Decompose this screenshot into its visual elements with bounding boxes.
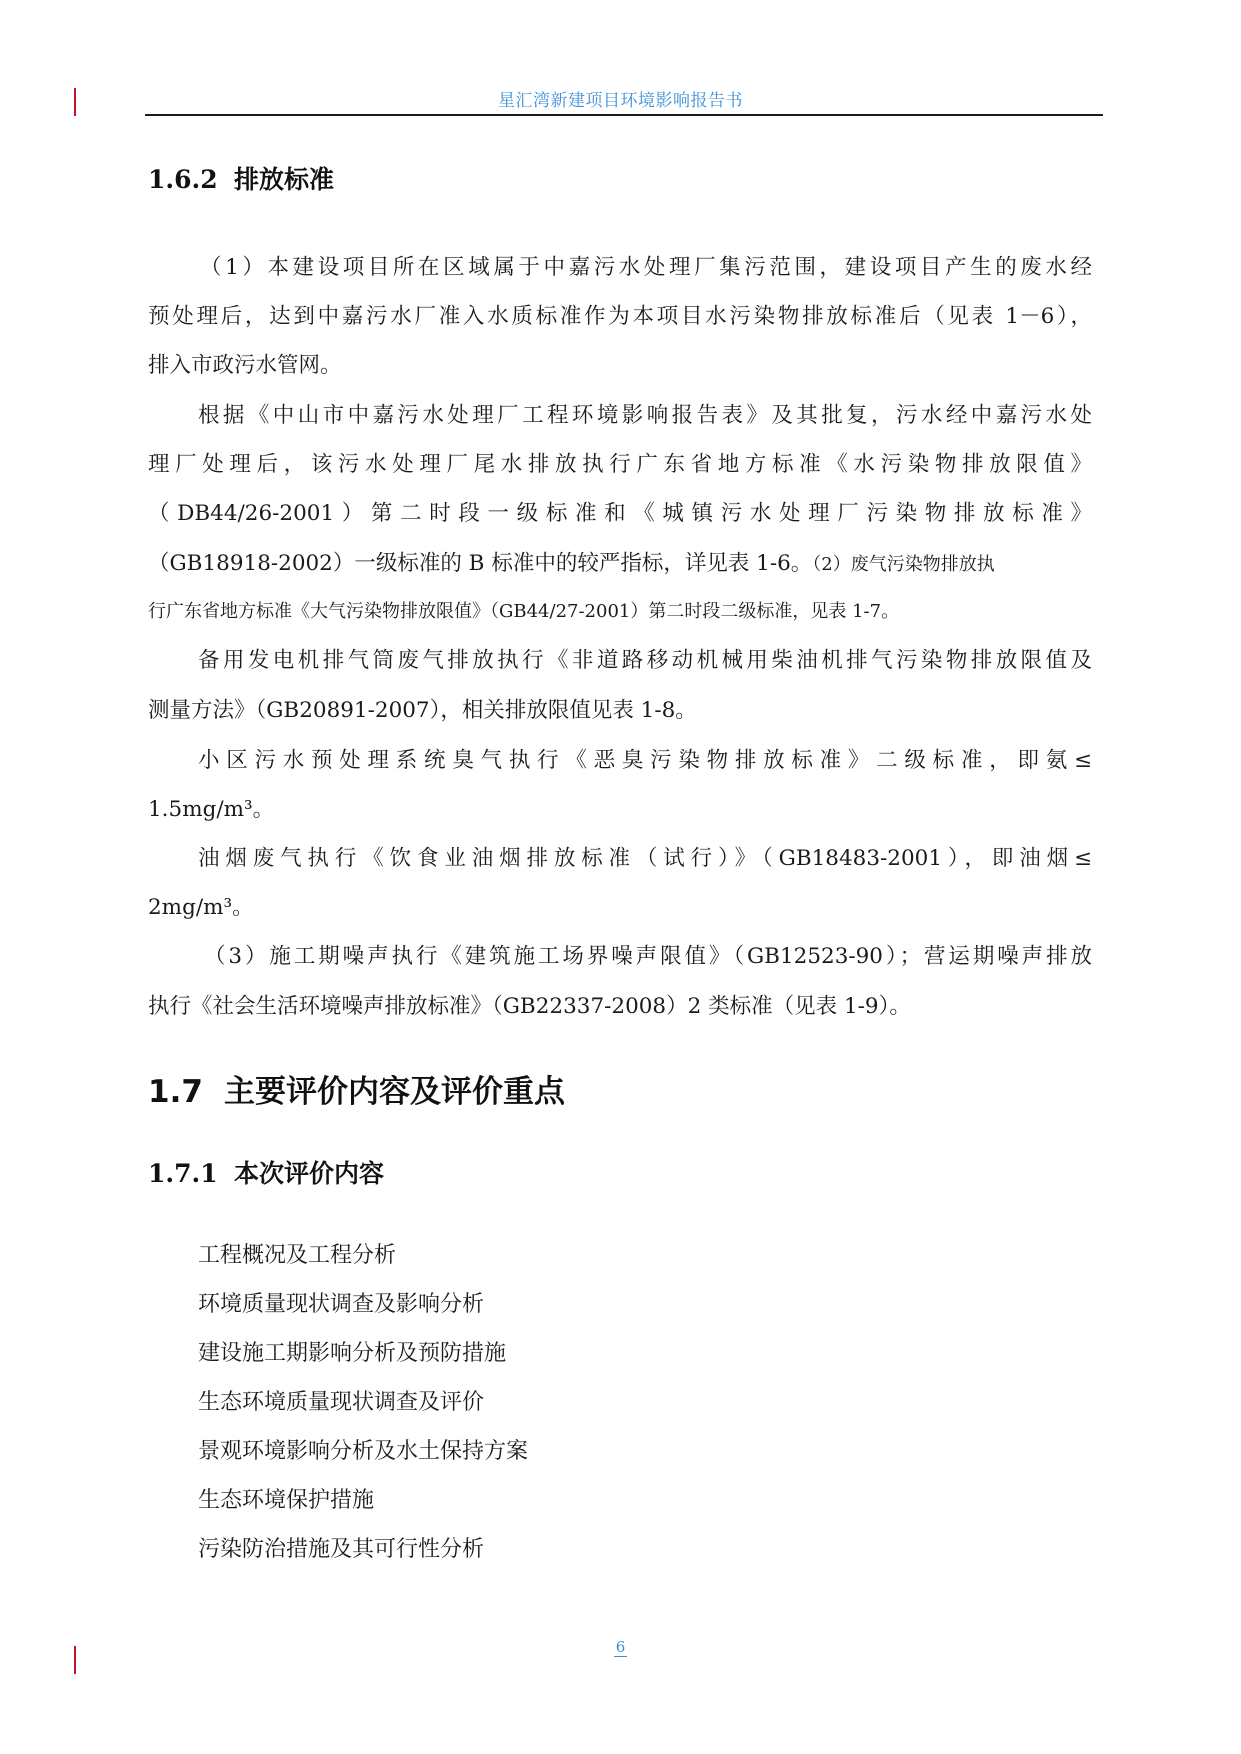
text-line: 根据《中山市中嘉污水处理厂工程环境影响报告表》及其批复，污水经中嘉污水处 bbox=[198, 403, 1092, 428]
text-line: 行广东省地方标准《大气污染物排放限值》（GB44/27-2001）第二时段二级标准，见表 1-7。 bbox=[148, 601, 900, 622]
section-heading-1-6-2 bbox=[148, 160, 334, 196]
header-rule bbox=[145, 114, 1103, 116]
list-item: 生态环境质量现状调查及评价 bbox=[198, 1390, 485, 1415]
section-heading-1-7 bbox=[148, 1066, 565, 1111]
section-number: 1.7.1 bbox=[148, 1159, 218, 1188]
list-item: 污染防治措施及其可行性分析 bbox=[198, 1537, 485, 1562]
text-line: 执行《社会生活环境噪声排放标准》（GB22337-2008）2 类标准（见表 1-9）。 bbox=[148, 994, 911, 1019]
section-title: 本次评价内容 bbox=[234, 1159, 385, 1188]
text-line: 排入市政污水管网。 bbox=[148, 353, 342, 378]
text-segment: （GB18918-2002）一级标准的 B 标准中的较严指标，详见表 1-6。 bbox=[148, 551, 813, 576]
section-heading-1-7-1 bbox=[148, 1154, 384, 1190]
text-line: 理厂处理后，该污水处理厂尾水排放执行广东省地方标准《水污染物排放限值》 bbox=[148, 452, 1092, 477]
list-item: 建设施工期影响分析及预防措施 bbox=[198, 1341, 507, 1366]
page-number bbox=[0, 1638, 1241, 1656]
section-number: 1.7 bbox=[148, 1074, 203, 1110]
text-line: 预处理后，达到中嘉污水厂准入水质标准作为本项目水污染物排放标准后（见表 1－6）， bbox=[148, 304, 1092, 329]
section-title: 排放标准 bbox=[234, 165, 335, 194]
text-line: 备用发电机排气筒废气排放执行《非道路移动机械用柴油机排气污染物排放限值及 bbox=[198, 648, 1092, 673]
list-item: 景观环境影响分析及水土保持方案 bbox=[198, 1439, 529, 1464]
text-line: （DB44/26-2001）第二时段一级标准和《城镇污水处理厂污染物排放标准》 bbox=[148, 501, 1092, 526]
page-number-value: 6 bbox=[615, 1638, 626, 1656]
text-line: （3）施工期噪声执行《建筑施工场界噪声限值》（GB12523-90）；营运期噪声排放 bbox=[204, 944, 1092, 969]
list-item: 生态环境保护措施 bbox=[198, 1488, 375, 1513]
list-item: 环境质量现状调查及影响分析 bbox=[198, 1292, 485, 1317]
list-item: 工程概况及工程分析 bbox=[198, 1243, 397, 1268]
text-line bbox=[148, 539, 1092, 589]
text-line: 2mg/m³。 bbox=[148, 895, 254, 920]
text-line: 1.5mg/m³。 bbox=[148, 797, 275, 822]
text-line: 小区污水预处理系统臭气执行《恶臭污染物排放标准》二级标准，即氨≤ bbox=[198, 748, 1092, 773]
section-title: 主要评价内容及评价重点 bbox=[224, 1074, 565, 1110]
text-line: （1）本建设项目所在区域属于中嘉污水处理厂集污范围，建设项目产生的废水经 bbox=[200, 255, 1092, 280]
section-number: 1.6.2 bbox=[148, 165, 218, 194]
text-segment-small: （2）废气污染物排放执 bbox=[812, 554, 995, 575]
text-line: 油烟废气执行《饮食业油烟排放标准（试行）》（GB18483-2001），即油烟≤ bbox=[198, 846, 1092, 871]
text-line: 测量方法》（GB20891-2007），相关排放限值见表 1-8。 bbox=[148, 698, 697, 723]
header-title: 星汇湾新建项目环境影响报告书 bbox=[498, 91, 743, 111]
